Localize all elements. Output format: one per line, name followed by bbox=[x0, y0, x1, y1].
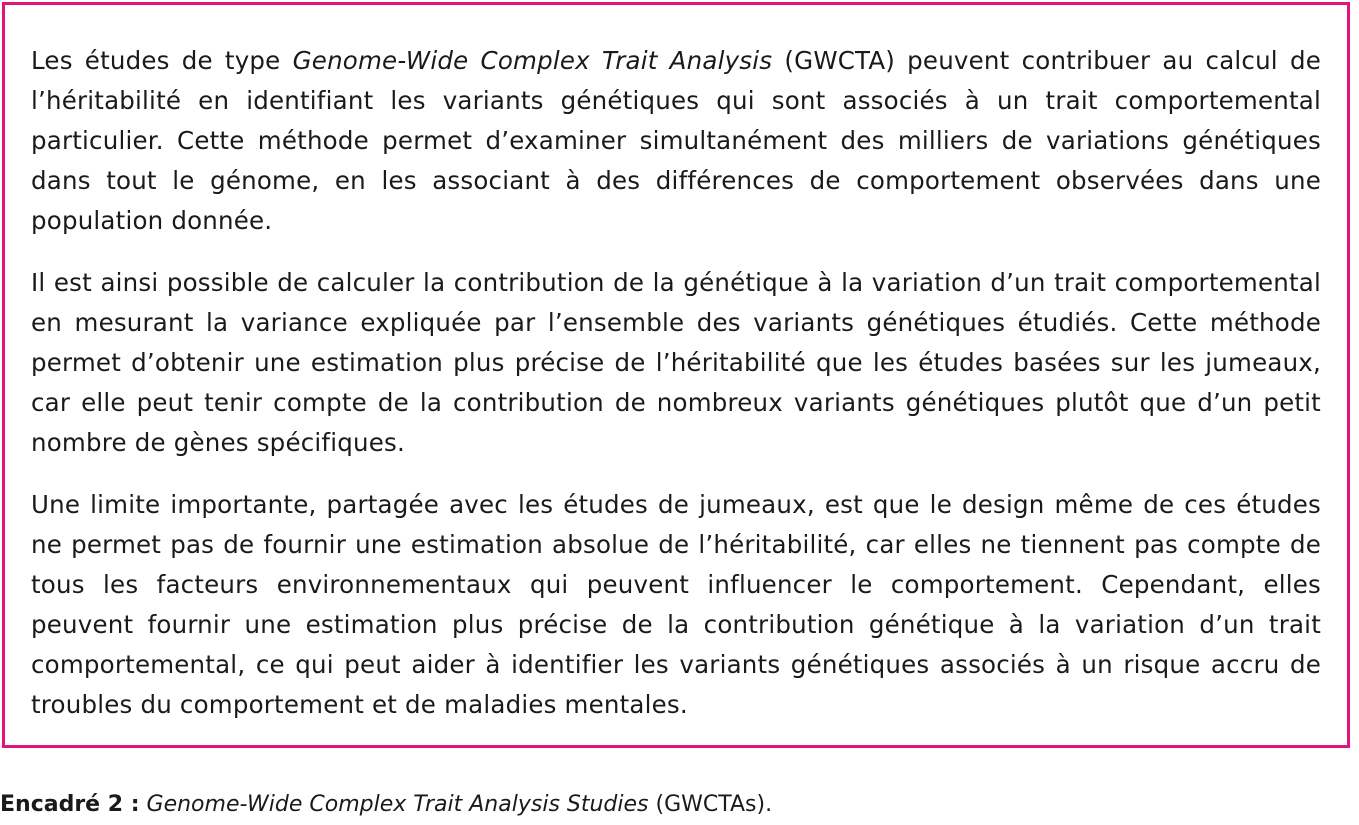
caption-italic: Genome-Wide Complex Trait Analysis Studies bbox=[146, 792, 649, 817]
encadre-box bbox=[2, 2, 1350, 748]
caption-label: Encadré 2 : bbox=[0, 792, 140, 817]
paragraph-1 bbox=[31, 41, 1321, 241]
paragraph-1-italic: Genome-Wide Complex Trait Analysis bbox=[292, 46, 773, 75]
paragraph-1-after: (GWCTA) peuvent contribuer au calcul de l’héritabilité en identifiant les variants génétiques qui sont associés à un trait comportemental particulier. Cette méthode permet d’examiner simultanément des milliers de variations génétiques dans tout le génome, en les associant à des différences de comportement observées dans une population donnée. bbox=[31, 46, 1321, 235]
caption-after: (GWCTAs). bbox=[648, 792, 773, 817]
paragraph-1-before: Les études de type bbox=[31, 46, 293, 75]
paragraph-3: Une limite importante, partagée avec les études de jumeaux, est que le design même de ces études ne permet pas de fournir une estimation absolue de l’héritabilité, car elles ne tiennent pas compte de tous les facteurs environnementaux qui peuvent influencer le comportement. Cependant, elles peuvent fournir une estimation plus précise de la contribution génétique à la variation d’un trait comportemental, ce qui peut aider à identifier les variants génétiques associés à un risque accru de troubles du comportement et de maladies mentales. bbox=[31, 490, 1321, 719]
paragraph-2: Il est ainsi possible de calculer la contribution de la génétique à la variation d’un trait comportemental en mesurant la variance expliquée par l’ensemble des variants génétiques étudiés. Cette méthode permet d’obtenir une estimation plus précise de l’héritabilité que les études basées sur les jumeaux, car elle peut tenir compte de la contribution de nombreux variants génétiques plutôt que d’un petit nombre de gènes spécifiques. bbox=[31, 268, 1321, 457]
figure-caption bbox=[0, 790, 772, 820]
